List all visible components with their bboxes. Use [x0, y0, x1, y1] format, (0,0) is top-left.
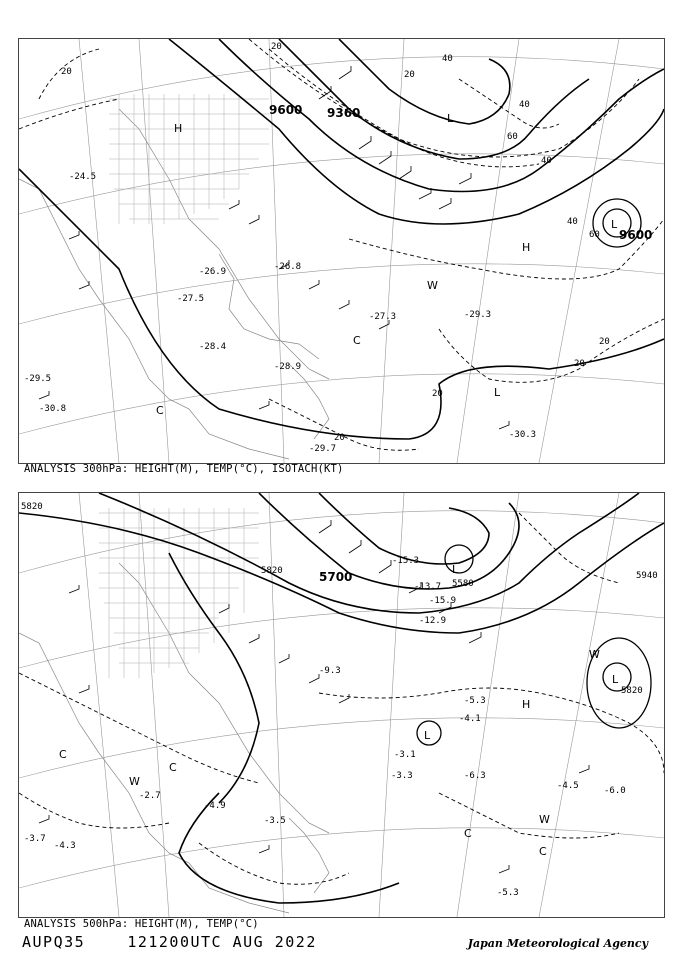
center-label: W: [427, 279, 438, 292]
map-panel-500hpa: [18, 492, 665, 918]
center-label: L: [494, 386, 501, 399]
valid-time: 121200UTC AUG 2022: [127, 933, 317, 951]
caption-500hpa: ANALYSIS 500hPa: HEIGHT(M), TEMP(°C): [24, 918, 259, 930]
isotach-label: 20: [334, 433, 345, 443]
center-label: W: [129, 775, 140, 788]
height-label: 5940: [636, 571, 658, 581]
center-label: C: [539, 845, 547, 858]
height-label: 9600: [619, 228, 653, 242]
isotach-label: 20: [599, 337, 610, 347]
isotach-label: 40: [541, 156, 552, 166]
caption-300hpa: ANALYSIS 300hPa: HEIGHT(M), TEMP(°C), ISOTACH(KT): [24, 463, 344, 475]
temp-label: -4.5: [557, 781, 579, 791]
isotach-label: 20: [574, 359, 585, 369]
center-label: L: [452, 563, 459, 576]
center-label: C: [353, 334, 361, 347]
isotach-label: 40: [442, 54, 453, 64]
hatch-area: [109, 94, 269, 224]
isotach-label: 20: [271, 42, 282, 52]
pressure-centers: [59, 563, 619, 858]
center-label: L: [612, 673, 619, 686]
center-label: H: [522, 698, 531, 711]
center-label: H: [522, 241, 531, 254]
isotach-label: 20: [404, 70, 415, 80]
temp-label: -30.8: [39, 404, 67, 414]
temp-label: -2.7: [139, 791, 161, 801]
temp-label: -4.3: [54, 841, 76, 851]
product-header: [22, 933, 317, 951]
temp-label: -29.7: [309, 444, 337, 454]
temp-label: -26.8: [274, 262, 302, 272]
temp-label: -3.3: [391, 771, 413, 781]
center-label: W: [539, 813, 550, 826]
temp-label: -15.3: [392, 556, 420, 566]
center-label: C: [464, 827, 472, 840]
height-label: 5700: [319, 570, 353, 584]
wind-barbs: [39, 66, 509, 429]
temp-label: -29.5: [24, 374, 52, 384]
isotach-label: 60: [507, 132, 518, 142]
height-label: 9360: [327, 106, 361, 120]
temp-label: -24.5: [69, 172, 97, 182]
temp-label: -5.3: [497, 888, 519, 898]
center-label: L: [447, 112, 454, 125]
temp-label: -3.1: [394, 750, 416, 760]
temp-label: -5.3: [464, 696, 486, 706]
coastlines: [19, 563, 329, 913]
temp-label: -4.1: [459, 714, 481, 724]
map-500hpa-svg: [19, 493, 664, 917]
height-contours: [19, 493, 664, 903]
height-label: 9600: [269, 103, 303, 117]
temp-label: -12.9: [419, 616, 447, 626]
center-label: C: [59, 748, 67, 761]
center-label: C: [156, 404, 164, 417]
temp-label: -15.9: [429, 596, 457, 606]
temp-isotherms: [19, 513, 664, 884]
center-label: L: [611, 218, 618, 231]
isotach-label: 20: [432, 389, 443, 399]
agency-name: Japan Meteorological Agency: [467, 937, 648, 950]
isotach-label: 20: [61, 67, 72, 77]
isotach-label: 40: [519, 100, 530, 110]
height-label: 5820: [261, 566, 283, 576]
temp-label: -27.5: [177, 294, 205, 304]
map-300hpa-svg: [19, 39, 664, 463]
height-label: 5820: [621, 686, 643, 696]
isotach-label: 40: [567, 217, 578, 227]
temp-label: -6.0: [604, 786, 626, 796]
map-panel-300hpa: [18, 38, 665, 464]
temp-label: -13.7: [414, 582, 442, 592]
temp-label: -26.9: [199, 267, 227, 277]
temp-label: -28.9: [274, 362, 302, 372]
temp-label: -4.9: [204, 801, 226, 811]
temp-label: -6.3: [464, 771, 486, 781]
temp-label: -28.4: [199, 342, 227, 352]
temp-label: -27.3: [369, 312, 397, 322]
temp-label: -30.3: [509, 430, 537, 440]
height-label: 5820: [21, 502, 43, 512]
product-code: AUPQ35: [22, 933, 86, 951]
temperature-labels: [24, 556, 626, 898]
center-label: W: [589, 648, 600, 661]
center-label: H: [174, 122, 183, 135]
height-label: 5580: [452, 579, 474, 589]
temperature-labels: [24, 172, 536, 454]
center-label: L: [424, 729, 431, 742]
graticule: [19, 493, 664, 917]
isotach-label: 60: [589, 230, 600, 240]
temp-label: -29.3: [464, 310, 492, 320]
center-label: C: [169, 761, 177, 774]
temp-label: -3.7: [24, 834, 46, 844]
temp-label: -3.5: [264, 816, 286, 826]
temp-label: -9.3: [319, 666, 341, 676]
